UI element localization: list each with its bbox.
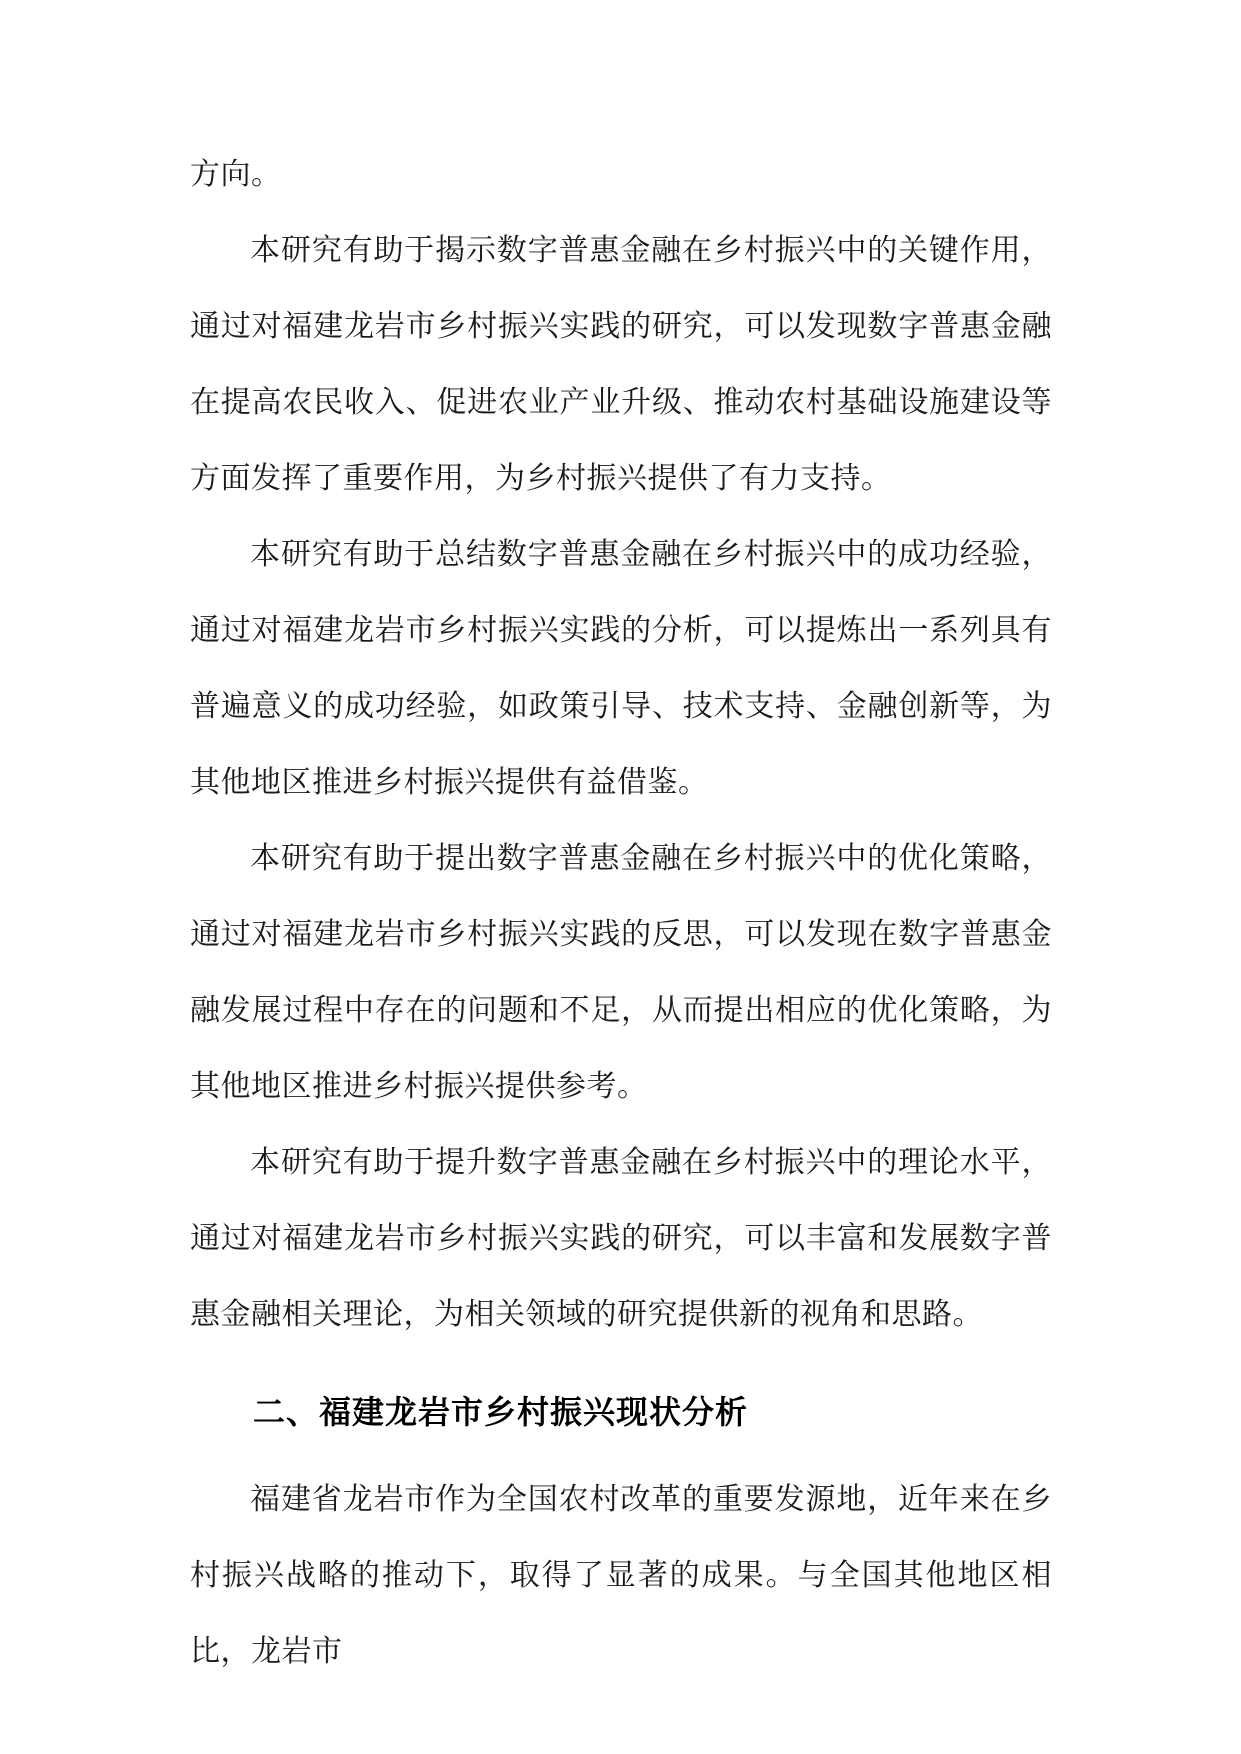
paragraph-summarize-experience: 本研究有助于总结数字普惠金融在乡村振兴中的成功经验，通过对福建龙岩市乡村振兴实践的分析，可以提炼出一系列具有普遍意义的成功经验，如政策引导、技术支持、金融创新等，为其他地区推进乡村振兴提供有益借鉴。 <box>190 537 1052 800</box>
paragraph-longyan-overview: 福建省龙岩市作为全国农村改革的重要发源地，近年来在乡村振兴战略的推动下，取得了显著的成果。与全国其他地区相比，龙岩市 <box>190 1482 1052 1669</box>
continuation-text: 方向。 <box>190 157 282 192</box>
body-text-upper <box>190 137 1052 1353</box>
paragraph-theory-level: 本研究有助于提升数字普惠金融在乡村振兴中的理论水平，通过对福建龙岩市乡村振兴实践的研究，可以丰富和发展数字普惠金融相关理论，为相关领域的研究提供新的视角和思路。 <box>190 1145 1052 1332</box>
section-heading: 二、福建龙岩市乡村振兴现状分析 <box>253 1393 749 1431</box>
body-text-lower <box>190 1462 1052 1690</box>
paragraph-reveal-role: 本研究有助于揭示数字普惠金融在乡村振兴中的关键作用，通过对福建龙岩市乡村振兴实践的研究，可以发现数字普惠金融在提高农民收入、促进农业产业升级、推动农村基础设施建设等方面发挥了重要作用，为乡村振兴提供了有力支持。 <box>190 233 1052 496</box>
paragraph-optimization-strategy: 本研究有助于提出数字普惠金融在乡村振兴中的优化策略，通过对福建龙岩市乡村振兴实践的反思，可以发现在数字普惠金融发展过程中存在的问题和不足，从而提出相应的优化策略，为其他地区推进乡村振兴提供参考。 <box>190 841 1052 1104</box>
